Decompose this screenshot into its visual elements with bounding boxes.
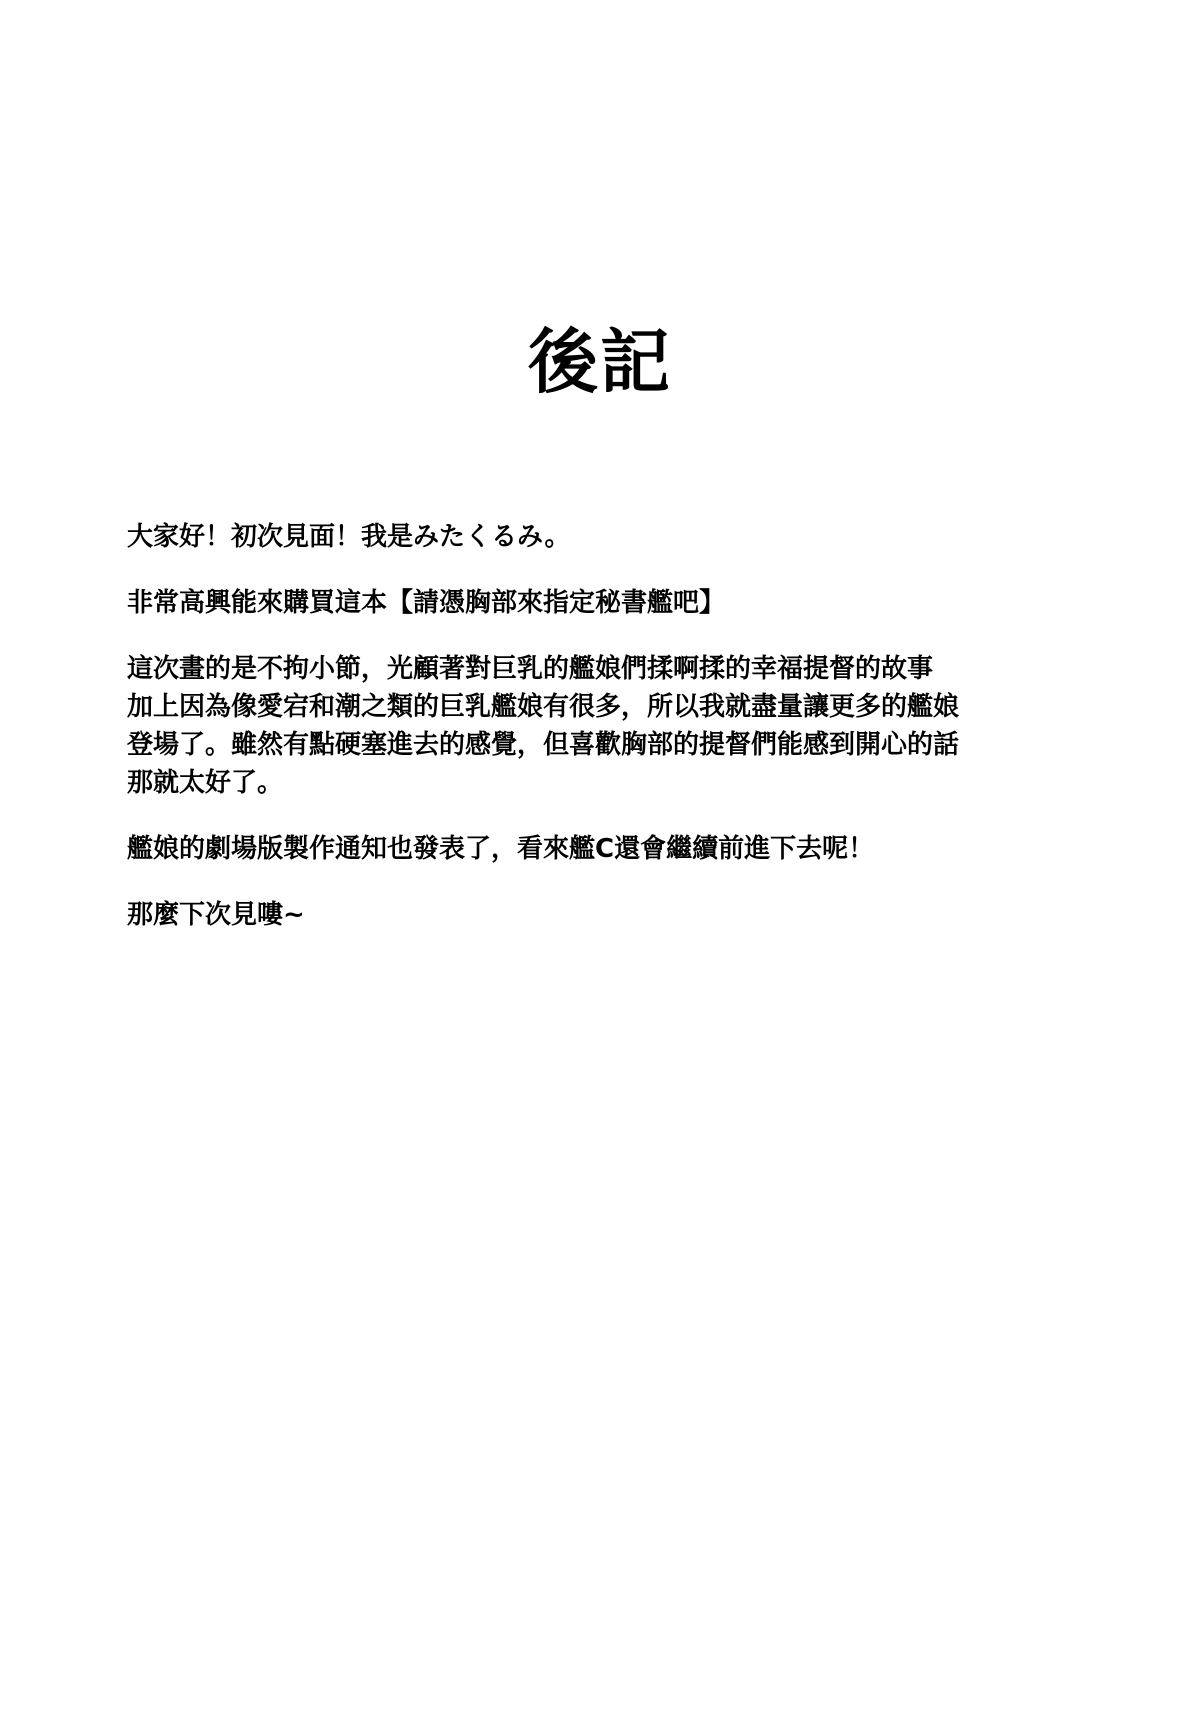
text-line: 大家好！初次見面！我是みたくるみ。 [127, 522, 571, 552]
paragraph-news [127, 830, 1087, 868]
paragraph-story [127, 650, 1087, 802]
paragraph-thanks [127, 584, 1087, 622]
page-title: 後記 [528, 321, 672, 403]
text-line: 那就太好了。 [127, 768, 284, 798]
paragraph-greeting [127, 518, 1087, 556]
afterword-body [127, 518, 1087, 962]
text-line: 加上因為像愛宕和潮之類的巨乳艦娘有很多，所以我就盡量讓更多的艦娘 [127, 692, 960, 722]
text-line: 艦娘的劇場版製作通知也發表了，看來艦C還會繼續前進下去呢！ [127, 834, 875, 864]
text-line: 非常高興能來購買這本【請憑胸部來指定秘書艦吧】 [127, 588, 726, 618]
text-line: 那麼下次見嘍~ [127, 900, 305, 930]
text-line: 登場了。雖然有點硬塞進去的感覺，但喜歡胸部的提督們能感到開心的話 [127, 730, 960, 760]
text-line: 這次畫的是不拘小節，光顧著對巨乳的艦娘們揉啊揉的幸福提督的故事 [127, 654, 934, 684]
paragraph-farewell [127, 896, 1087, 934]
